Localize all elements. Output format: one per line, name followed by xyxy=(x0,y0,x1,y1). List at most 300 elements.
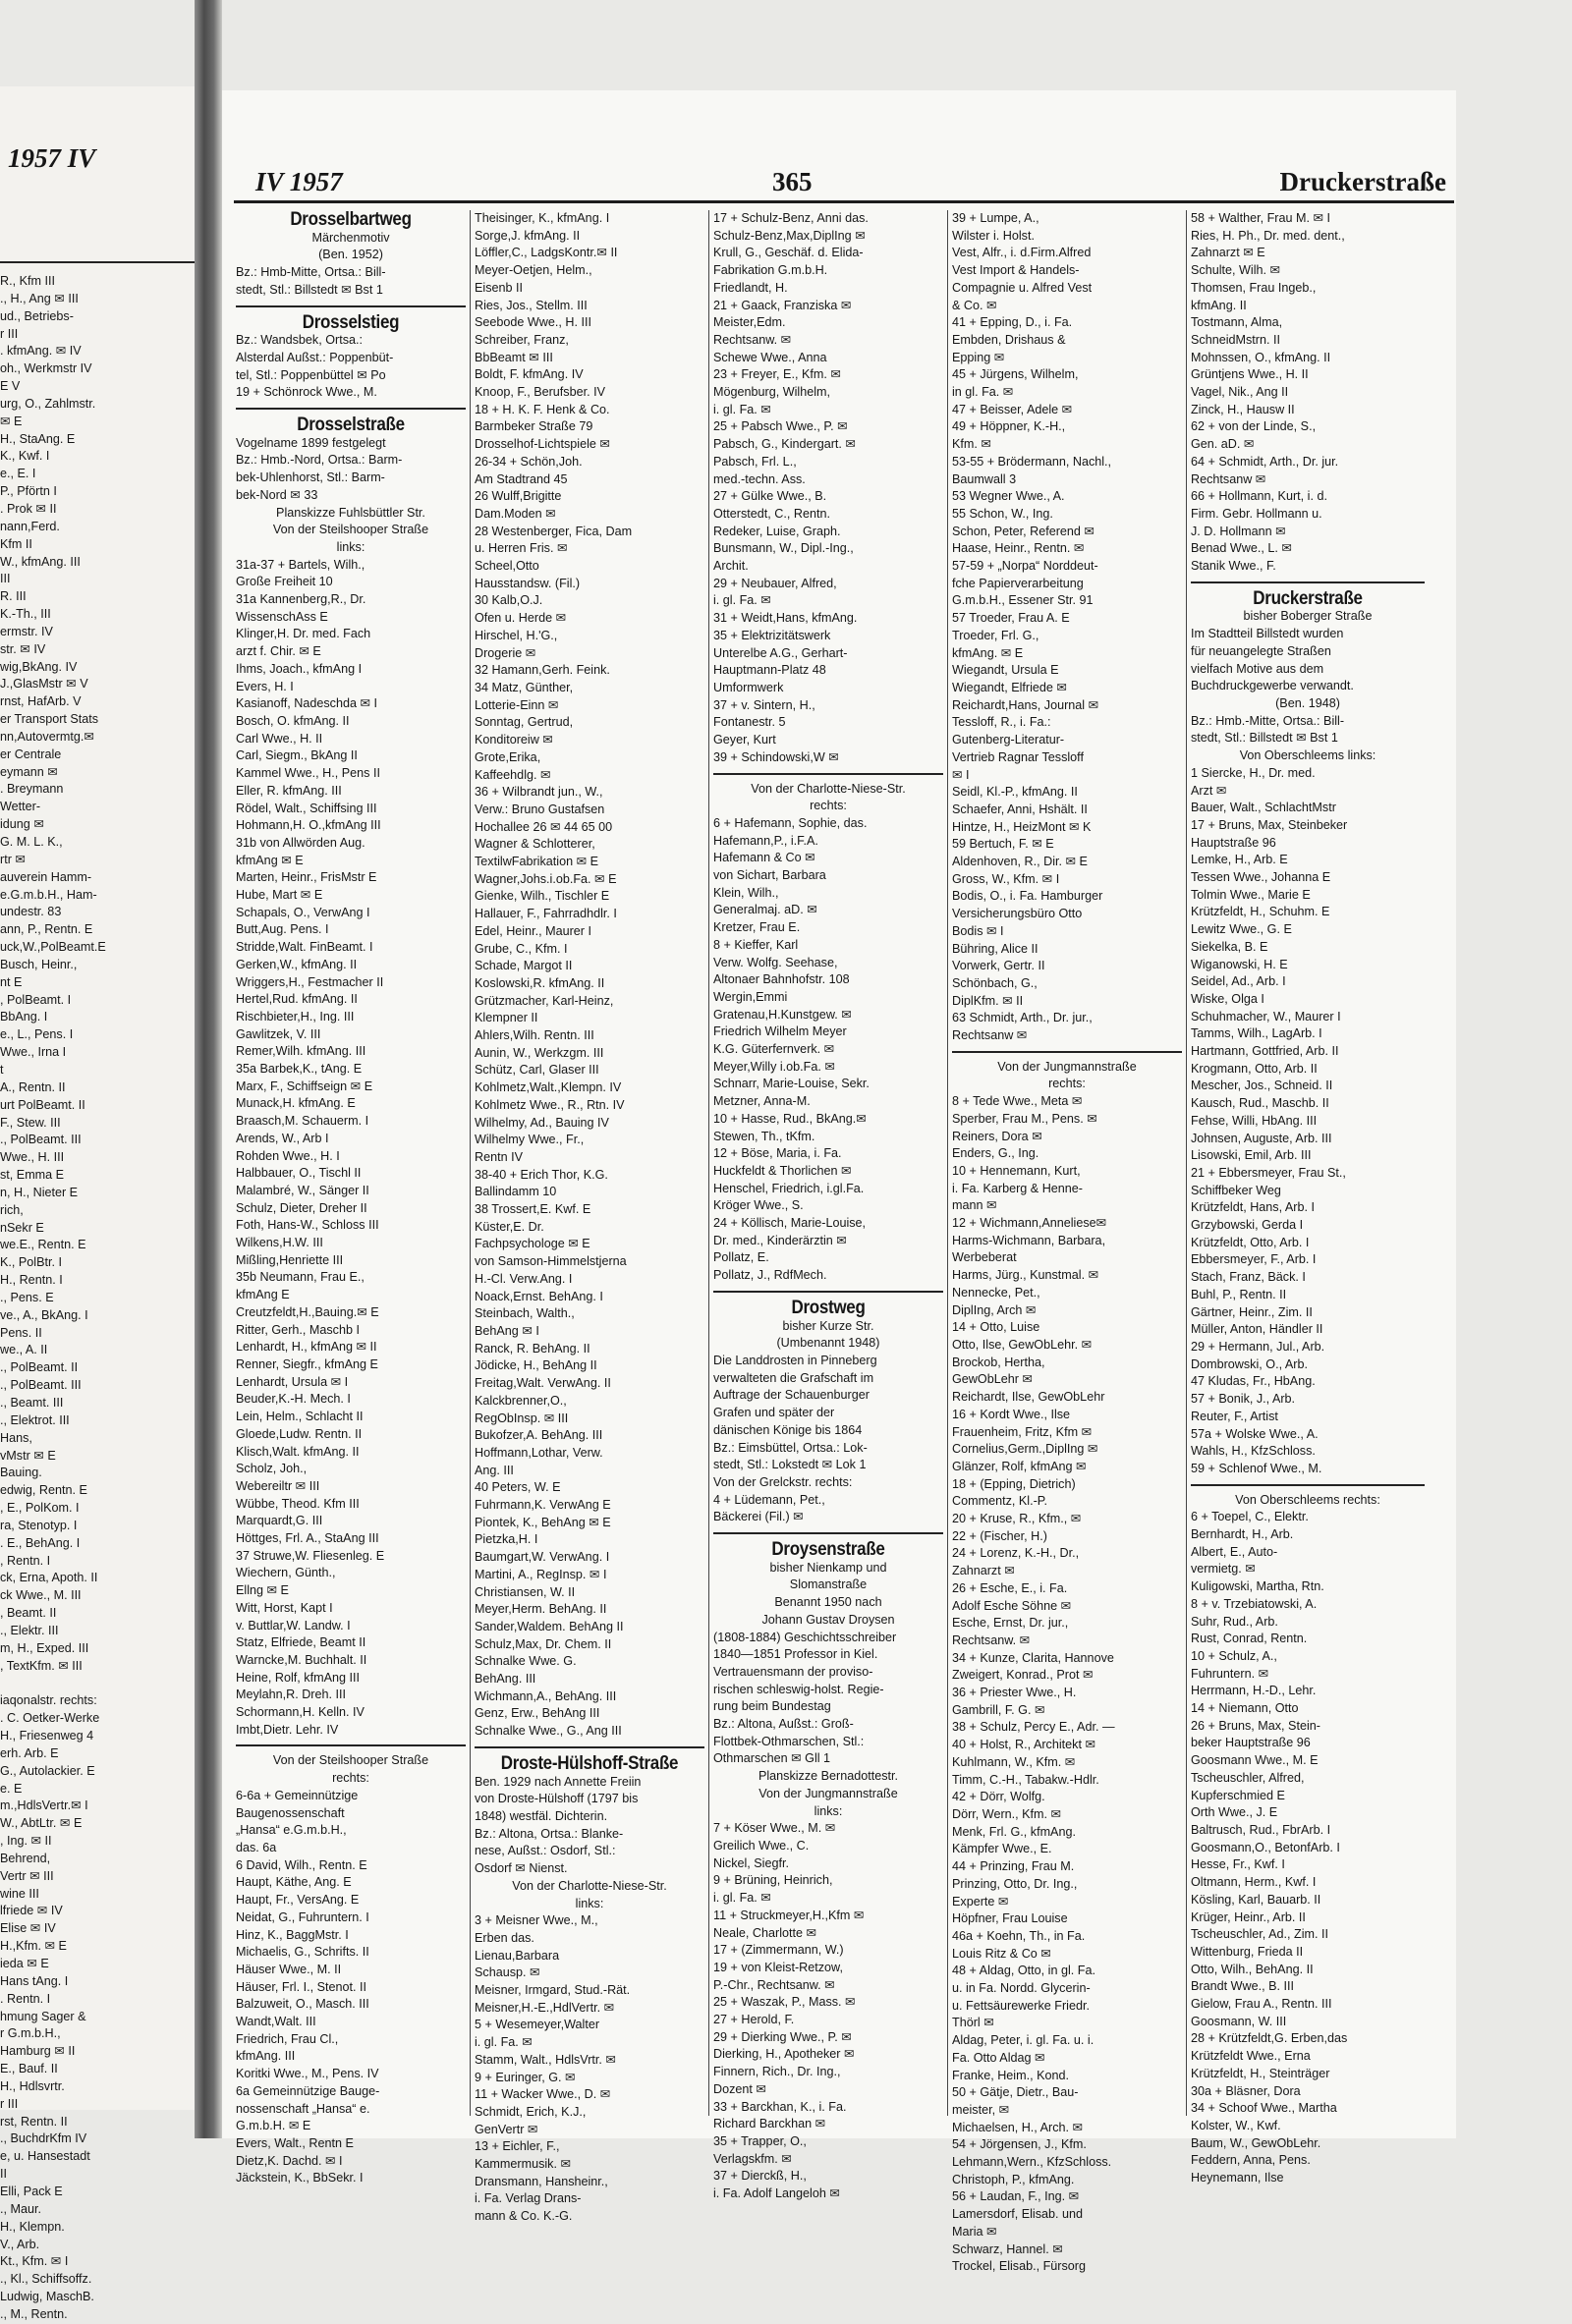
entry-line: Gawlitzek, V. III xyxy=(236,1026,321,1041)
entry-line: Wiechern, Günth., xyxy=(236,1566,336,1580)
entry-line: Menk, Frl. G., kfmAng. xyxy=(952,1824,1076,1839)
entry-line: GewObLehr ✉ xyxy=(952,1372,1033,1387)
entry-line: 23 + Freyer, E., Kfm. ✉ xyxy=(713,367,841,382)
entry-line: Erben das. xyxy=(475,1930,534,1945)
running-head-year: IV 1957 xyxy=(255,167,343,196)
entry-line: 33 + Barckhan, K., i. Fa. xyxy=(713,2099,847,2114)
entry-line: Aldenhoven, R., Dir. ✉ E xyxy=(952,855,1088,869)
entry-line: 57 + Bonik, J., Arb. xyxy=(1191,1392,1296,1407)
entry-line: arzt f. Chir. ✉ E xyxy=(236,644,321,659)
entry-line: 35a Barbek,K., tAng. E xyxy=(236,1062,363,1077)
entry-line: Albert, E., Auto- xyxy=(1191,1544,1278,1559)
entry-line: 9 + Brüning, Heinrich, xyxy=(713,1873,833,1888)
entry-line: 6 David, Wilh., Rentn. E xyxy=(236,1857,367,1872)
entry-line: Schormann,H. Kelln. IV xyxy=(236,1705,365,1720)
entry-line: Hallauer, F., Fahrradhdlr. I xyxy=(475,907,617,921)
entry-line: Lisowski, Emil, Arb. III xyxy=(1191,1148,1312,1163)
entry-line: Kausch, Rud., Maschb. II xyxy=(1191,1096,1329,1111)
entry-line: i. Fa. Verlag Drans- xyxy=(475,2191,582,2206)
entry-line: Schulte, Wilh. ✉ xyxy=(1191,263,1281,278)
entry-line: Osdorf ✉ Nienst. xyxy=(475,1861,568,1876)
entry-line: 21 + Ebbersmeyer, Frau St., xyxy=(1191,1165,1346,1180)
street-heading: Drosselstieg xyxy=(302,310,400,332)
entry-line: Munack,H. kfmAng. E xyxy=(236,1096,356,1111)
entry-line: u. Herren Fris. ✉ xyxy=(475,541,568,556)
entry-line: mann & Co. K.-G. xyxy=(475,2209,573,2224)
entry-line: 29 + Neubauer, Alfred, xyxy=(713,576,837,590)
entry-line: bek-Uhlenhorst, Stl.: Barm- xyxy=(236,470,385,485)
entry-line: Rohden Wwe., H. I xyxy=(236,1148,340,1163)
entry-line: Ellng ✉ E xyxy=(236,1583,289,1598)
entry-line: Grote,Erika, xyxy=(475,749,541,764)
entry-line: Schönbach, G., xyxy=(952,975,1038,990)
entry-line: 31a-37 + Bartels, Wilh., xyxy=(236,557,365,572)
entry-line: 41 + Epping, D., i. Fa. xyxy=(952,315,1073,330)
fragment-line: urt PolBeamt. II xyxy=(0,1097,85,1112)
fragment-line: Kt., Kfm. ✉ I xyxy=(0,2254,69,2269)
street-heading: Drosselbartweg xyxy=(290,207,412,230)
entry-line: WissenschAss E xyxy=(236,609,328,624)
entry-line: Benad Wwe., L. ✉ xyxy=(1191,541,1292,556)
fragment-line: . C. Oetker-Werke xyxy=(0,1711,100,1726)
entry-line: 19 + Schönrock Wwe., M. xyxy=(236,385,377,400)
entry-line: GenVertr ✉ xyxy=(475,2122,538,2136)
entry-line: stedt, Stl.: Lokstedt ✉ Lok 1 xyxy=(713,1458,867,1472)
entry-line: Wergin,Emmi xyxy=(713,989,788,1004)
entry-line: Höttges, Frl. A., StaAng III xyxy=(236,1531,379,1546)
entry-line: Reichardt, Ilse, GewObLehr xyxy=(952,1390,1105,1405)
entry-line: Tscheuschler, Alfred, xyxy=(1191,1770,1305,1785)
entry-line: 57a + Wolske Wwe., A. xyxy=(1191,1426,1319,1441)
entry-line: Krützfeldt, Otto, Arb. I xyxy=(1191,1235,1310,1249)
entry-line: Herrmann, H.-D., Lehr. xyxy=(1191,1684,1317,1698)
entry-line: Marquardt,G. III xyxy=(236,1514,323,1528)
entry-line: H.-Cl. Verw.Ang. I xyxy=(475,1271,573,1286)
entry-line: Noack,Ernst. BehAng. I xyxy=(475,1289,603,1303)
entry-line: 57-59 + „Norpa“ Norddeut- xyxy=(952,559,1098,574)
entry-line: vermietg. ✉ xyxy=(1191,1562,1256,1577)
fragment-line: W., AbtLtr. ✉ E xyxy=(0,1816,83,1831)
entry-line: Kolster, W., Kwf. xyxy=(1191,2118,1281,2132)
section-note: bisher Boberger Straße xyxy=(1243,609,1373,624)
entry-line: 27 + Gülke Wwe., B. xyxy=(713,489,827,504)
entry-line: i. gl. Fa. ✉ xyxy=(713,402,771,416)
entry-line: 42 + Dörr, Wolfg. xyxy=(952,1790,1045,1804)
entry-line: Ballindamm 10 xyxy=(475,1185,557,1199)
entry-line: Hartmann, Gottfried, Arb. II xyxy=(1191,1044,1339,1059)
entry-line: 58 + Walther, Frau M. ✉ I xyxy=(1191,211,1331,225)
entry-line: 28 Westenberger, Fica, Dam xyxy=(475,524,633,538)
entry-line: Am Stadtrand 45 xyxy=(475,471,568,486)
fragment-line: urg, O., Zahlmstr. xyxy=(0,396,96,411)
entry-line: Schwarz, Hannel. ✉ xyxy=(952,2241,1063,2256)
entry-line: Goosmann Wwe., M. E xyxy=(1191,1753,1319,1768)
entry-line: Firm. Gebr. Hollmann u. xyxy=(1191,506,1322,521)
entry-line: 35 + Elektrizitätswerk xyxy=(713,628,831,642)
entry-line: Aunin, W., Werkzgm. III xyxy=(475,1045,604,1060)
entry-line: ✉ I xyxy=(952,767,970,782)
entry-line: 38-40 + Erich Thor, K.G. xyxy=(475,1167,608,1182)
column-divider xyxy=(947,210,948,2116)
entry-line: Hintze, H., HeizMont ✉ K xyxy=(952,819,1092,834)
entry-line: Seidel, Ad., Arb. I xyxy=(1191,974,1286,989)
entry-line: Verw. Wolfg. Seehase, xyxy=(713,955,838,969)
entry-line: Haase, Heinr., Rentn. ✉ xyxy=(952,541,1085,556)
entry-line: Remer,Wilh. kfmAng. III xyxy=(236,1044,366,1059)
entry-line: Krützfeldt, H., Schuhm. E xyxy=(1191,905,1330,919)
fragment-line: undestr. 83 xyxy=(0,905,62,919)
entry-line: Neale, Charlotte ✉ xyxy=(713,1925,817,1940)
entry-line: med.-techn. Ass. xyxy=(713,471,806,486)
entry-line: „Hansa“ e.G.m.b.H., xyxy=(236,1823,347,1838)
entry-line: Klinger,H. Dr. med. Fach xyxy=(236,627,371,641)
entry-line: u. Fettsäurewerke Friedr. xyxy=(952,1998,1090,2013)
entry-line: Alsterdal Außst.: Poppenbüt- xyxy=(236,350,394,364)
entry-line: Küster,E. Dr. xyxy=(475,1219,544,1234)
entry-line: Krützfeldt Wwe., Erna xyxy=(1191,2049,1311,2064)
entry-line: Lotterie-Einn ✉ xyxy=(475,697,559,712)
fragment-line: Ludwig, MaschB. xyxy=(0,2290,94,2304)
entry-line: Marx, F., Schiffseign ✉ E xyxy=(236,1079,373,1093)
entry-line: Bz.: Altona, Außst.: Groß- xyxy=(713,1717,854,1732)
entry-line: Meister,Edm. xyxy=(713,315,786,330)
entry-line: 50 + Gätje, Dietr., Bau- xyxy=(952,2085,1079,2100)
entry-line: Meyer,Willy i.ob.Fa. ✉ xyxy=(713,1059,835,1074)
entry-line: Mescher, Jos., Schneid. II xyxy=(1191,1079,1333,1093)
entry-line: Fontanestr. 5 xyxy=(713,715,786,730)
fragment-line: V., Arb. xyxy=(0,2237,40,2251)
fragment-line: n, H., Nieter E xyxy=(0,1185,79,1199)
section-note: (Umbenannt 1948) xyxy=(776,1336,880,1351)
entry-line: Bz.: Hmb.-Nord, Ortsa.: Barm- xyxy=(236,453,403,468)
entry-line: Adolf Esche Söhne ✉ xyxy=(952,1598,1072,1613)
entry-line: Koritki Wwe., M., Pens. IV xyxy=(236,2067,379,2081)
entry-line: Häuser, Frl. I., Stenot. II xyxy=(236,1979,366,1994)
entry-line: Hirschel, H.'G., xyxy=(475,628,558,642)
entry-line: J. D. Hollmann ✉ xyxy=(1191,524,1286,538)
fragment-line: Hamburg ✉ II xyxy=(0,2044,76,2059)
entry-line: Hochallee 26 ✉ 44 65 00 xyxy=(475,819,613,834)
directory-page xyxy=(222,90,1456,2274)
entry-line: rischen schleswig-holst. Regie- xyxy=(713,1682,884,1696)
section-note: Planskizze Bernadottestr. xyxy=(758,1769,899,1784)
section-note: rechts: xyxy=(332,1771,369,1786)
fragment-line: r III xyxy=(0,2096,19,2111)
entry-line: 49 + Höppner, K.-H., xyxy=(952,419,1066,434)
entry-line: Baumgart,W. VerwAng. I xyxy=(475,1550,610,1565)
entry-line: Friedlandt, H. xyxy=(713,280,788,295)
entry-line: 46a + Koehn, Th., in Fa. xyxy=(952,1928,1086,1943)
entry-line: Siekelka, B. E xyxy=(1191,939,1268,954)
section-note: Von der Steilshooper Straße xyxy=(272,1753,429,1768)
entry-line: Kröger Wwe., S. xyxy=(713,1198,804,1213)
entry-line: Bernhardt, H., Arb. xyxy=(1191,1527,1294,1542)
entry-line: Marten, Heinr., FrisMstr E xyxy=(236,870,377,885)
entry-line: Gärtner, Heinr., Zim. II xyxy=(1191,1304,1313,1319)
entry-line: Rechtsanw ✉ xyxy=(952,1028,1028,1043)
entry-line: Knoop, F., Berufsber. IV xyxy=(475,385,606,400)
entry-line: Wittenburg, Frieda II xyxy=(1191,1944,1304,1959)
fragment-line: ck, Erna, Apoth. II xyxy=(0,1571,98,1585)
entry-line: BbBeamt ✉ III xyxy=(475,350,553,364)
entry-line: Finnern, Rich., Dr. Ing., xyxy=(713,2065,841,2079)
fragment-line: rnst, HafArb. V xyxy=(0,694,82,709)
entry-line: BehAng. III xyxy=(475,1672,536,1687)
entry-line: von Droste-Hülshoff (1797 bis xyxy=(475,1792,639,1806)
entry-line: Klein, Wilh., xyxy=(713,885,779,900)
entry-line: 25 + Pabsch Wwe., P. ✉ xyxy=(713,419,848,434)
entry-line: Zahnarzt ✉ xyxy=(952,1564,1015,1578)
entry-line: Höpfner, Frau Louise xyxy=(952,1911,1068,1926)
section-note: Von der Charlotte-Niese-Str. xyxy=(512,1878,667,1893)
section-note: bisher Nienkamp und xyxy=(769,1560,887,1575)
entry-line: Haupt, Fr., VersAng. E xyxy=(236,1893,360,1908)
entry-line: Bosch, O. kfmAng. II xyxy=(236,713,350,728)
fragment-line: rtr ✉ xyxy=(0,852,26,866)
column-divider xyxy=(708,210,709,2116)
entry-line: 39 + Schindowski,W ✉ xyxy=(713,749,839,764)
fragment-line: H.,Kfm. ✉ E xyxy=(0,1939,67,1954)
entry-line: Nickel, Siegfr. xyxy=(713,1855,789,1870)
entry-line: 6a Gemeinnützige Bauge- xyxy=(236,2083,380,2098)
entry-line: Hausstandsw. (Fil.) xyxy=(475,576,581,590)
entry-line: 12 + Böse, Maria, i. Fa. xyxy=(713,1146,842,1161)
fragment-line: e, u. Hansestadt xyxy=(0,2149,90,2164)
entry-line: Cornelius,Germ.,DiplIng ✉ xyxy=(952,1442,1098,1457)
entry-line: Richard Barckhan ✉ xyxy=(713,2117,826,2131)
entry-line: 36 + Priester Wwe., H. xyxy=(952,1686,1077,1700)
entry-line: 8 + Tede Wwe., Meta ✉ xyxy=(952,1094,1083,1109)
entry-line: 1848) westfäl. Dichterin. xyxy=(475,1808,608,1823)
entry-line: Tessen Wwe., Johanna E xyxy=(1191,870,1331,885)
left-running-head: 1957 IV xyxy=(8,143,96,173)
fragment-line: ., Maur. xyxy=(0,2201,41,2216)
entry-line: Reuter, F., Artist xyxy=(1191,1409,1278,1423)
entry-line: Kammermusik. ✉ xyxy=(475,2157,572,2172)
fragment-line: , PolBeamt. I xyxy=(0,992,72,1007)
entry-line: 39 + Lumpe, A., xyxy=(952,211,1039,225)
entry-line: Vertrauensmann der proviso- xyxy=(713,1664,873,1679)
entry-line: Buchdruckgewerbe verwandt. xyxy=(1191,679,1354,693)
entry-line: Schreiber, Franz, xyxy=(475,332,569,347)
entry-line: Martini, A., RegInsp. ✉ I xyxy=(475,1567,607,1581)
entry-line: Verlagskfm. ✉ xyxy=(713,2151,792,2166)
entry-line: tel, Stl.: Poppenbüttel ✉ Po xyxy=(236,367,386,382)
entry-line: i. Fa. Adolf Langeloh ✉ xyxy=(713,2186,840,2201)
section-note: links: xyxy=(575,1896,604,1910)
entry-line: Halbbauer, O., Tischl II xyxy=(236,1166,362,1181)
fragment-line: H., Friesenweg 4 xyxy=(0,1729,94,1743)
entry-line: Kösling, Karl, Bauarb. II xyxy=(1191,1892,1321,1907)
page-number: 365 xyxy=(772,167,813,196)
entry-line: Foth, Hans-W., Schloss III xyxy=(236,1218,379,1233)
entry-line: Lein, Helm., Schlacht II xyxy=(236,1410,364,1424)
entry-line: 13 + Eichler, F., xyxy=(475,2139,560,2154)
entry-line: Freitag,Walt. VerwAng. II xyxy=(475,1376,611,1391)
entry-line: Kasianoff, Nadeschda ✉ I xyxy=(236,696,378,711)
entry-line: Hafemann & Co ✉ xyxy=(713,851,815,865)
entry-line: 55 Schon, W., Ing. xyxy=(952,506,1053,521)
entry-line: 63 Schmidt, Arth., Dr. jur., xyxy=(952,1011,1093,1025)
fragment-line: ., PolBeamt. III xyxy=(0,1378,82,1393)
entry-line: 57 Troeder, Frau A. E xyxy=(952,611,1070,626)
section-rule xyxy=(1191,1484,1425,1486)
entry-line: Auftrage der Schauenburger xyxy=(713,1388,870,1403)
entry-line: Boldt, F. kfmAng. IV xyxy=(475,367,584,382)
fragment-line: G. M. L. K., xyxy=(0,835,63,849)
entry-line: Schnarr, Marie-Louise, Sekr. xyxy=(713,1077,870,1091)
entry-line: vielfach Motive aus dem xyxy=(1191,661,1324,676)
entry-line: Goosmann, W. III xyxy=(1191,2014,1287,2028)
section-rule xyxy=(952,1051,1182,1053)
section-note: Von der Steilshooper Straße xyxy=(272,523,429,537)
entry-line: Dransmann, Hansheinr., xyxy=(475,2174,608,2188)
fragment-line: vMstr ✉ E xyxy=(0,1448,56,1463)
entry-line: Lienau,Barbara xyxy=(475,1948,560,1963)
fragment-line: , Beamt. II xyxy=(0,1606,57,1621)
entry-line: 10 + Schulz, A., xyxy=(1191,1648,1277,1663)
fragment-line: G., Autolackier. E xyxy=(0,1763,95,1778)
fragment-line: m.,HdlsVertr.✉ I xyxy=(0,1798,88,1813)
entry-line: fche Papierverarbeitung xyxy=(952,576,1084,590)
entry-line: BehAng ✉ I xyxy=(475,1324,539,1338)
entry-line: Grüntjens Wwe., H. II xyxy=(1191,367,1309,382)
entry-line: nese, Außst.: Osdorf, Stl.: xyxy=(475,1844,616,1858)
entry-line: Pietzka,H. I xyxy=(475,1532,538,1547)
entry-line: 30a + Bläsner, Dora xyxy=(1191,2083,1301,2098)
entry-line: Gienke, Wilh., Tischler E xyxy=(475,889,610,904)
entry-line: kfmAng. III xyxy=(236,2049,296,2064)
entry-line: 18 + (Epping, Dietrich) xyxy=(952,1476,1076,1491)
entry-line: 10 + Hasse, Rud., BkAng.✉ xyxy=(713,1111,867,1126)
entry-line: Friedrich Wilhelm Meyer xyxy=(713,1024,847,1039)
fragment-line: . Rentn. I xyxy=(0,1991,51,2006)
entry-line: Braasch,M. Schauerm. I xyxy=(236,1114,369,1129)
fragment-line: rich, xyxy=(0,1202,24,1217)
column-5 xyxy=(1191,210,1425,2186)
fragment-line: ., Pens. E xyxy=(0,1290,54,1304)
entry-line: Schnalke Wwe. G. xyxy=(475,1654,577,1669)
fragment-line: idung ✉ xyxy=(0,817,44,832)
entry-line: Michaelsen, H., Arch. ✉ xyxy=(952,2120,1084,2134)
entry-line: verwalteten die Grafschaft im xyxy=(713,1370,874,1385)
entry-line: stedt, Stl.: Billstedt ✉ Bst 1 xyxy=(236,282,383,297)
entry-line: 17 + Schulz-Benz, Anni das. xyxy=(713,211,869,225)
entry-line: Eller, R. kfmAng. III xyxy=(236,783,342,798)
fragment-line: A., Rentn. II xyxy=(0,1079,66,1094)
section-note: rechts: xyxy=(1048,1077,1086,1091)
entry-line: Scholz, Joh., xyxy=(236,1462,308,1476)
section-note: bisher Kurze Str. xyxy=(782,1318,874,1333)
entry-line: Ahlers,Wilh. Rentn. III xyxy=(475,1028,594,1043)
entry-line: Edel, Heinr., Maurer I xyxy=(475,923,591,938)
entry-line: i. gl. Fa. ✉ xyxy=(475,2035,533,2050)
entry-line: Hesse, Fr., Kwf. I xyxy=(1191,1857,1285,1872)
entry-line: 38 Trossert,E. Kwf. E xyxy=(475,1202,591,1217)
entry-line: Schulz,Max, Dr. Chem. II xyxy=(475,1636,612,1651)
entry-line: Tamms, Wilh., LagArb. I xyxy=(1191,1026,1322,1041)
fragment-line: F., Stew. III xyxy=(0,1115,61,1130)
section-note: Johann Gustav Droysen xyxy=(761,1612,895,1627)
entry-line: Pollatz, J., RdfMech. xyxy=(713,1268,827,1283)
entry-line: Schnalke Wwe., G., Ang III xyxy=(475,1724,622,1739)
entry-line: SchneidMstrn. II xyxy=(1191,332,1280,347)
fragment-line: ✉ E xyxy=(0,414,23,428)
entry-line: Enders, G., Ing. xyxy=(952,1146,1039,1161)
entry-line: Compagnie u. Alfred Vest xyxy=(952,280,1093,295)
entry-line: Dombrowski, O., Arb. xyxy=(1191,1356,1308,1371)
fragment-line: ., Elektr. III xyxy=(0,1623,59,1637)
entry-line: 11 + Struckmeyer,H.,Kfm ✉ xyxy=(713,1908,865,1922)
entry-line: 53 Wegner Wwe., A. xyxy=(952,489,1065,504)
entry-line: nossenschaft „Hansa“ e. xyxy=(236,2101,370,2116)
entry-line: Bz.: Altona, Ortsa.: Blanke- xyxy=(475,1826,624,1841)
fragment-line: Kfm II xyxy=(0,536,32,551)
fragment-line: Wwe., H. III xyxy=(0,1150,65,1165)
entry-line: Meisner,H.-E.,HdlVertr. ✉ xyxy=(475,2000,615,2015)
fragment-line: H., Rentn. I xyxy=(0,1273,63,1288)
entry-line: Friedrich, Frau Cl., xyxy=(236,2031,339,2046)
entry-line: Kaffeehdlg. ✉ xyxy=(475,767,551,782)
entry-line: Schapals, O., VerwAng I xyxy=(236,905,370,919)
entry-line: Rechtsanw. ✉ xyxy=(713,332,792,347)
fragment-line: nt E xyxy=(0,974,23,989)
entry-line: Christiansen, W. II xyxy=(475,1584,576,1599)
entry-line: Krull, G., Geschäf. d. Elida- xyxy=(713,246,864,260)
entry-line: Löffler,C., LadgsKontr.✉ II xyxy=(475,246,618,260)
entry-line: Trockel, Elisab., Fürsorg xyxy=(952,2259,1087,2274)
entry-line: Rechtsanw ✉ xyxy=(1191,471,1266,486)
entry-line: das. 6a xyxy=(236,1840,277,1854)
entry-line: Zinck, H., Hausw II xyxy=(1191,402,1295,416)
entry-line: Lemke, H., Arb. E xyxy=(1191,853,1288,867)
fragment-line: er Centrale xyxy=(0,747,62,761)
section-note: (Ben. 1948) xyxy=(1275,695,1340,710)
street-heading: Drosselstraße xyxy=(297,413,405,435)
entry-line: Genz, Erw., BehAng III xyxy=(475,1706,600,1721)
entry-line: Rechtsanw. ✉ xyxy=(952,1632,1031,1647)
entry-line: Meyer-Oetjen, Helm., xyxy=(475,263,592,278)
section-note: links: xyxy=(814,1803,843,1818)
entry-line: Thörl ✉ xyxy=(952,2016,994,2030)
entry-line: Schmidt, Erich, K.J., xyxy=(475,2104,587,2119)
fragment-line: ermstr. IV xyxy=(0,624,53,638)
entry-line: v. Buttlar,W. Landw. I xyxy=(236,1618,351,1632)
entry-line: Buhl, P., Rentn. II xyxy=(1191,1287,1287,1301)
entry-line: Eisenb II xyxy=(475,280,524,295)
fragment-line: ud., Betriebs- xyxy=(0,308,74,323)
entry-line: Grafen und später der xyxy=(713,1406,835,1420)
entry-line: 36 + Wilbrandt jun., W., xyxy=(475,785,603,800)
entry-line: Schausp. ✉ xyxy=(475,1965,540,1980)
fragment-line: Elli, Pack E xyxy=(0,2184,63,2198)
entry-line: DiplKfm. ✉ II xyxy=(952,993,1024,1008)
entry-line: Scheel,Otto xyxy=(475,559,539,574)
entry-line: 53-55 + Brödermann, Nachl., xyxy=(952,454,1112,469)
entry-line: Stewen, Th., tKfm. xyxy=(713,1129,815,1143)
fragment-line: P., Pförtn I xyxy=(0,484,57,499)
entry-line: Pabsch, G., Kindergart. ✉ xyxy=(713,437,856,452)
fragment-line: R. III xyxy=(0,589,27,604)
entry-line: 26 + Esche, E., i. Fa. xyxy=(952,1580,1068,1595)
fragment-line: . Prok ✉ II xyxy=(0,501,57,516)
entry-line: i. gl. Fa. ✉ xyxy=(713,593,771,608)
section-note: Von der Jungmannstraße xyxy=(997,1059,1137,1074)
entry-line: Rust, Conrad, Rentn. xyxy=(1191,1632,1308,1646)
entry-line: i. gl. Fa. ✉ xyxy=(713,1891,771,1906)
entry-line: Dörr, Wern., Kfm. ✉ xyxy=(952,1806,1062,1821)
fragment-line: Wwe., Irna I xyxy=(0,1045,67,1060)
